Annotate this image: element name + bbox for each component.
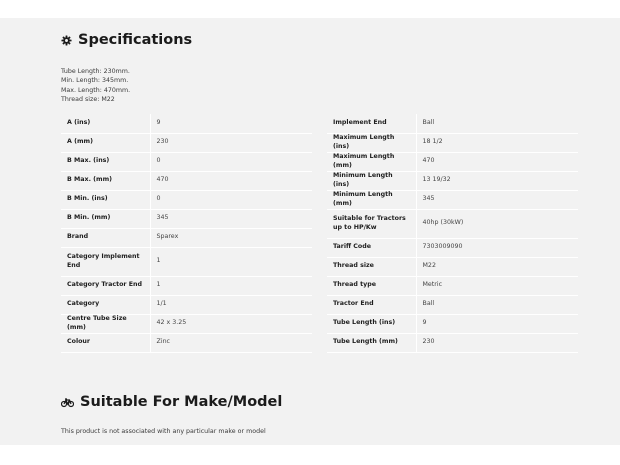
spec-value: 0 bbox=[150, 152, 312, 171]
spec-value: M22 bbox=[416, 257, 578, 276]
spec-value: Sparex bbox=[150, 228, 312, 247]
bicycle-icon bbox=[61, 397, 74, 408]
product-description bbox=[61, 67, 130, 105]
spec-label: A (ins) bbox=[61, 114, 150, 133]
spec-row bbox=[327, 295, 578, 314]
spec-label: Suitable for Tractors up to HP/Kw bbox=[327, 209, 416, 238]
specs-table-right bbox=[327, 114, 578, 353]
spec-label: B Max. (ins) bbox=[61, 152, 150, 171]
description-line: Max. Length: 470mm. bbox=[61, 86, 131, 94]
spec-row bbox=[61, 295, 312, 314]
spec-value: 1 bbox=[150, 276, 312, 295]
spec-value: 42 x 3.25 bbox=[150, 314, 312, 333]
spec-label: A (mm) bbox=[61, 133, 150, 152]
spec-value: 13 19/32 bbox=[416, 171, 578, 190]
spec-label: Tractor End bbox=[327, 295, 416, 314]
spec-value: 0 bbox=[150, 190, 312, 209]
gear-icon bbox=[61, 35, 72, 46]
specs-table-left bbox=[61, 114, 312, 353]
spec-value: Metric bbox=[416, 276, 578, 295]
spec-row bbox=[61, 209, 312, 228]
suitable-heading bbox=[61, 394, 282, 410]
spec-row bbox=[327, 257, 578, 276]
spec-label: Thread type bbox=[327, 276, 416, 295]
spec-label: B Min. (ins) bbox=[61, 190, 150, 209]
spec-label: Category bbox=[61, 295, 150, 314]
specifications-heading bbox=[61, 32, 192, 48]
spec-row bbox=[327, 238, 578, 257]
spec-value: Ball bbox=[416, 295, 578, 314]
spec-label: Tube Length (ins) bbox=[327, 314, 416, 333]
spec-value: Zinc bbox=[150, 333, 312, 352]
spec-row bbox=[61, 152, 312, 171]
spec-label: Brand bbox=[61, 228, 150, 247]
spec-row bbox=[61, 276, 312, 295]
spec-label: Minimum Length (ins) bbox=[327, 171, 416, 190]
spec-row bbox=[61, 190, 312, 209]
description-line: Tube Length: 230mm. bbox=[61, 68, 130, 75]
spec-row bbox=[327, 171, 578, 190]
spec-label: Thread size bbox=[327, 257, 416, 276]
spec-value: 40hp (30kW) bbox=[416, 209, 578, 238]
spec-value: 230 bbox=[150, 133, 312, 152]
spec-value: 18 1/2 bbox=[416, 133, 578, 152]
spec-label: B Min. (mm) bbox=[61, 209, 150, 228]
spec-row bbox=[327, 209, 578, 238]
spec-label: Minimum Length (mm) bbox=[327, 190, 416, 209]
spec-label: Maximum Length (ins) bbox=[327, 133, 416, 152]
spec-row bbox=[327, 333, 578, 352]
spec-value: 345 bbox=[150, 209, 312, 228]
spec-row bbox=[61, 114, 312, 133]
spec-value: 470 bbox=[150, 171, 312, 190]
suitable-title: Suitable For Make/Model bbox=[80, 394, 283, 410]
spec-label: Category Implement End bbox=[61, 247, 150, 276]
spec-row bbox=[61, 171, 312, 190]
spec-label: Implement End bbox=[327, 114, 416, 133]
spec-value: 1/1 bbox=[150, 295, 312, 314]
spec-value: 9 bbox=[416, 314, 578, 333]
spec-row bbox=[327, 133, 578, 152]
spec-row bbox=[327, 314, 578, 333]
description-line: Min. Length: 345mm. bbox=[61, 77, 129, 85]
spec-value: 470 bbox=[416, 152, 578, 171]
spec-label: Colour bbox=[61, 333, 150, 352]
spec-row bbox=[327, 114, 578, 133]
specifications-title: Specifications bbox=[78, 32, 193, 48]
spec-value: 1 bbox=[150, 247, 312, 276]
spec-row bbox=[61, 228, 312, 247]
spec-row bbox=[327, 276, 578, 295]
spec-value: Ball bbox=[416, 114, 578, 133]
spec-row bbox=[61, 333, 312, 352]
spec-label: Category Tractor End bbox=[61, 276, 150, 295]
spec-value: 7303009090 bbox=[416, 238, 578, 257]
make-model-note: This product is not associated with any particular make or model bbox=[61, 428, 266, 435]
spec-label: Centre Tube Size (mm) bbox=[61, 314, 150, 333]
spec-row bbox=[327, 190, 578, 209]
spec-row bbox=[61, 314, 312, 333]
spec-value: 9 bbox=[150, 114, 312, 133]
spec-value: 345 bbox=[416, 190, 578, 209]
spec-label: B Max. (mm) bbox=[61, 171, 150, 190]
spec-row bbox=[61, 133, 312, 152]
description-line: Thread size: M22 bbox=[61, 96, 115, 104]
spec-label: Tariff Code bbox=[327, 238, 416, 257]
spec-label: Tube Length (mm) bbox=[327, 333, 416, 352]
spec-row bbox=[327, 152, 578, 171]
spec-label: Maximum Length (mm) bbox=[327, 152, 416, 171]
spec-value: 230 bbox=[416, 333, 578, 352]
spec-row bbox=[61, 247, 312, 276]
